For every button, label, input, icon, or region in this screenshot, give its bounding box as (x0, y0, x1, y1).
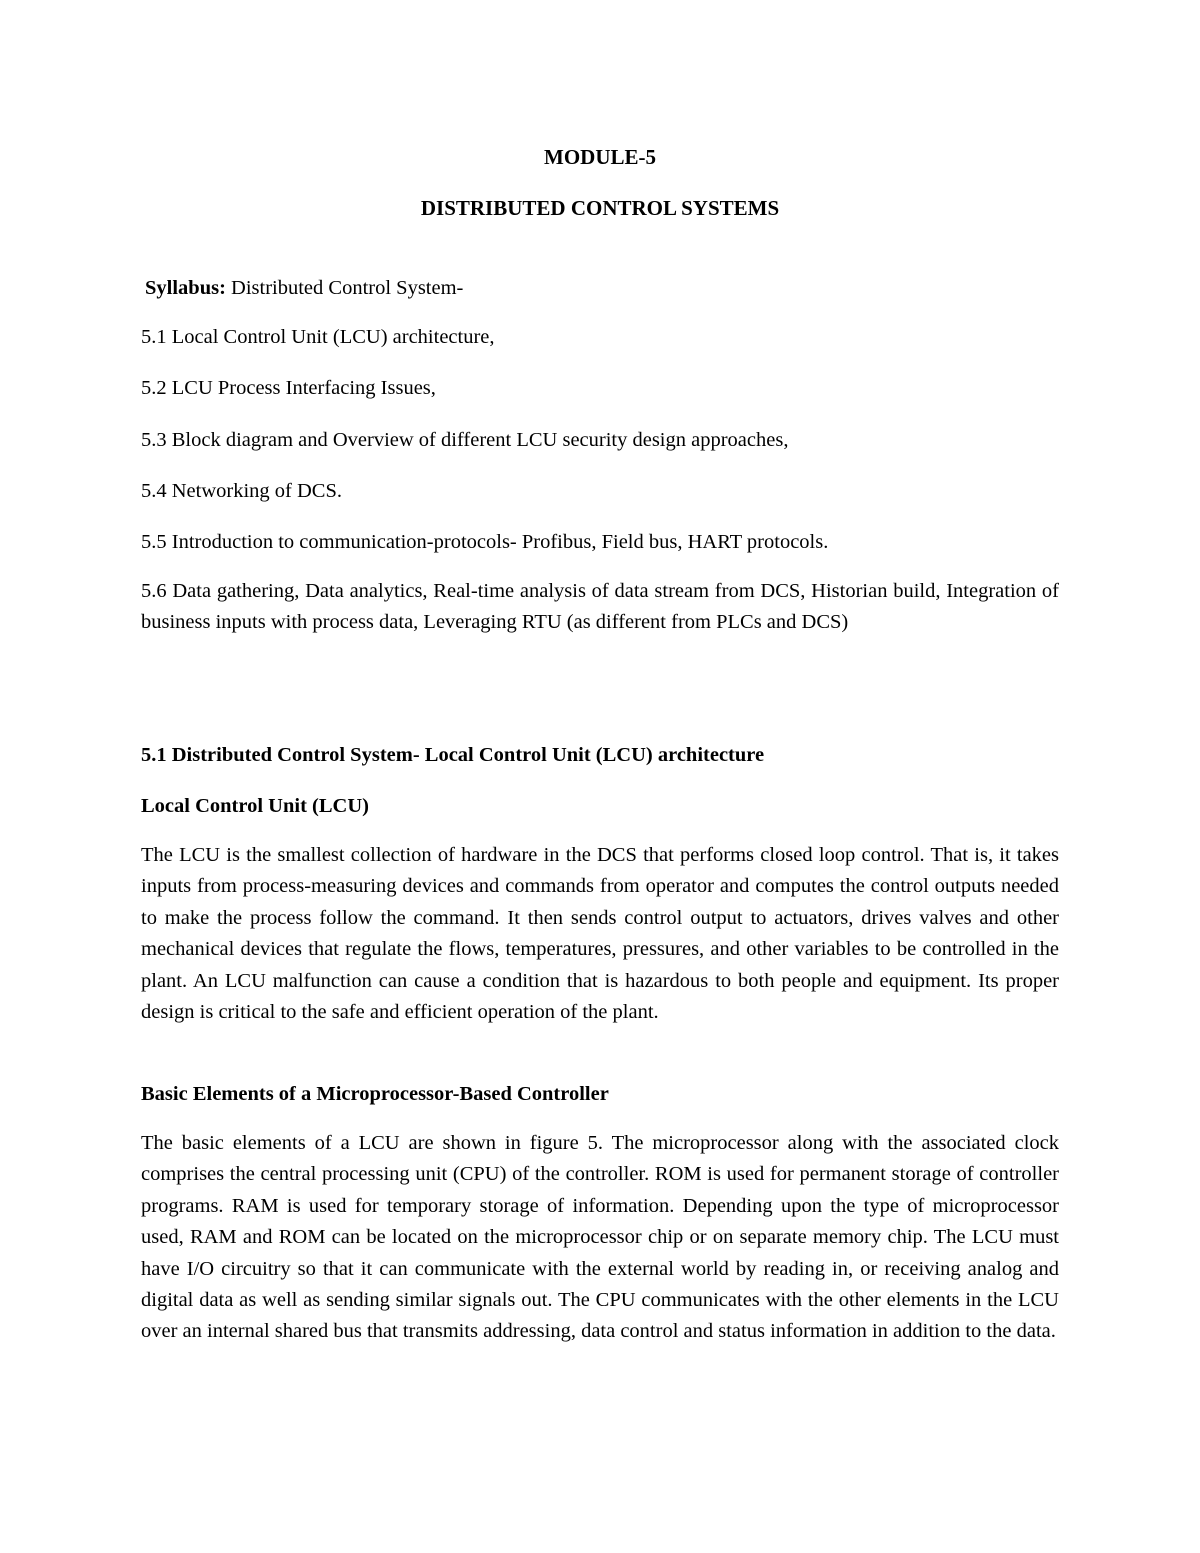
syllabus-text: Distributed Control System- (225, 277, 464, 299)
section-heading: 5.1 Distributed Control System- Local Control Unit (LCU) architecture (141, 744, 765, 766)
module-title: MODULE-5 (544, 145, 656, 169)
syllabus-item: 5.5 Introduction to communication-protocols- Profibus, Field bus, HART protocols. (141, 531, 829, 553)
syllabus-item: 5.3 Block diagram and Overview of different LCU security design approaches, (141, 429, 789, 451)
syllabus-item: 5.4 Networking of DCS. (141, 480, 343, 502)
module-subtitle: DISTRIBUTED CONTROL SYSTEMS (420, 196, 780, 220)
syllabus-line (145, 276, 1063, 300)
basic-elements-paragraph: The basic elements of a LCU are shown in figure 5. The microprocessor along with the associated clock comprises the central processing unit (CPU) of the controller. ROM is used for permanent storage of controller programs. RAM is used for temporary storage of information. Depending upon the type of microprocessor used, RAM and ROM can be located on the microprocessor chip or on separate memory chip. The LCU must have I/O circuitry so that it can communicate with the external world by reading in, or receiving analog and digital data as well as sending similar signals out. The CPU communicates with the other elements in the LCU over an internal shared bus that transmits addressing, data control and status information in addition to the data. (141, 1132, 1059, 1343)
syllabus-item: 5.1 Local Control Unit (LCU) architecture, (141, 326, 495, 348)
subsection-heading-lcu: Local Control Unit (LCU) (141, 795, 369, 817)
syllabus-label: Syllabus: (145, 277, 226, 299)
syllabus-item: 5.6 Data gathering, Data analytics, Real-time analysis of data stream from DCS, Historian build, Integration of business inputs with process data, Leveraging RTU (as different from PLCs and DCS) (141, 580, 1059, 634)
lcu-paragraph: The LCU is the smallest collection of hardware in the DCS that performs closed loop control. That is, it takes inputs from process-measuring devices and commands from operator and computes the control outputs needed to make the process follow the command. It then sends control output to actuators, drives valves and other mechanical devices that regulate the flows, temperatures, pressures, and other variables to be controlled in the plant. An LCU malfunction can cause a condition that is hazardous to both people and equipment. Its proper design is critical to the safe and efficient operation of the plant. (141, 844, 1059, 1024)
syllabus-item: 5.2 LCU Process Interfacing Issues, (141, 377, 436, 399)
subsection-heading-basic-elements: Basic Elements of a Microprocessor-Based Controller (141, 1083, 609, 1105)
